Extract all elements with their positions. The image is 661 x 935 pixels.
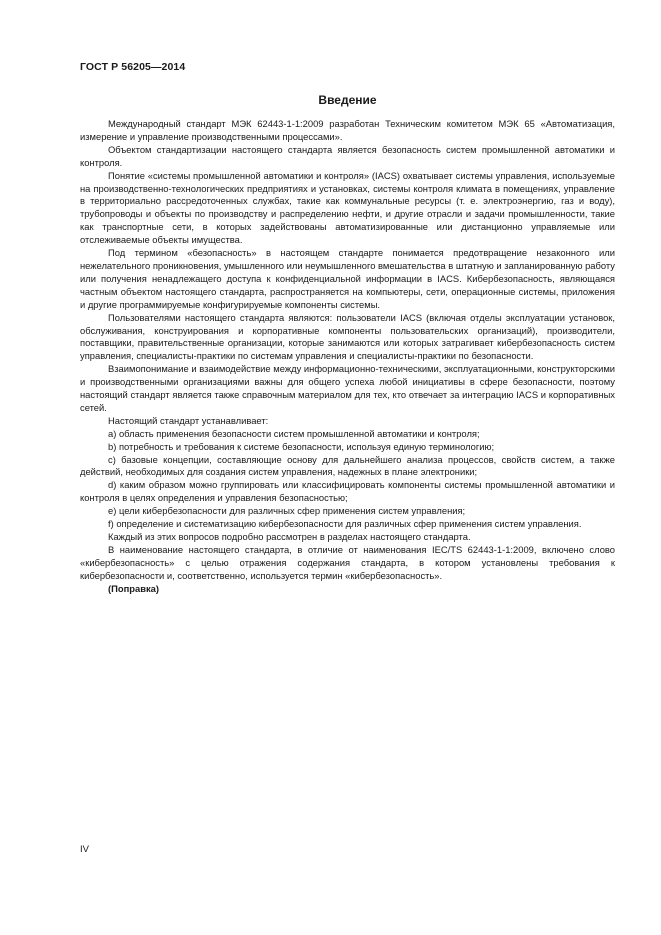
- paragraph: Международный стандарт МЭК 62443-1-1:2009 разработан Техническим комитетом МЭК 65 «Автоматизация, измерение и управление производственными процессами».: [80, 118, 615, 142]
- list-item: b) потребность и требования к системе безопасности, используя единую терминологию;: [108, 440, 495, 452]
- page-number: IV: [80, 844, 89, 855]
- list-item: f) определение и систематизацию кибербезопасности для различных сфер применения систем управления.: [108, 518, 582, 530]
- list-item: c) базовые концепции, составляющие основу для дальнейшего анализа процессов, свойств систем, а также действий, необходимых для создания систем управления, надежных в плане электроники;: [80, 453, 615, 478]
- section-title: Введение: [318, 93, 377, 107]
- paragraph: Объектом стандартизации настоящего стандарта является безопасность систем промышленной автоматики и контроля.: [80, 143, 615, 168]
- body-text: [80, 118, 615, 596]
- paragraph: Каждый из этих вопросов подробно рассмотрен в разделах настоящего стандарта.: [108, 531, 471, 542]
- paragraph: Под термином «безопасность» в настоящем стандарте понимается предотвращение незаконного или нежелательного проникновения, умышленного или неумышленного вмешательства в штатную и запланированную работу или получения ненадлежащего доступа к конфиденциальной информации в IACS. Кибербезопасность, являющаяся частным объектом настоящего стандарта, распространяется на компьютеры, сети, операционные системы, приложения и другие программируемые конфигурируемые компоненты системы.: [80, 247, 615, 310]
- paragraph: Настоящий стандарт устанавливает:: [108, 414, 269, 426]
- list-item: a) область применения безопасности систем промышленной автоматики и контроля;: [108, 427, 480, 439]
- paragraph: Пользователями настоящего стандарта являются: пользователи IACS (включая отделы эксплуатации установок, обслуживания, конструирования и корпоративные компоненты пользовательских организаций), производители, поставщики, правительственные организации, которые занимаются или которых затрагивает кибербезопасность систем управления, специалисты-практики по системам управления и специалисты-практики по безопасности.: [80, 311, 615, 362]
- paragraph: Взаимопонимание и взаимодействие между информационно-техническими, эксплуатационными, конструкторскими и производственными организациями важны для общего успеха любой инициативы в сфере безопасности, поэтому настоящий стандарт является также справочным материалом для тех, кто отвечает за интеграцию IACS и корпоративных сетей.: [80, 363, 615, 413]
- amendment-note: (Поправка): [108, 582, 159, 594]
- document-code: ГОСТ Р 56205—2014: [80, 61, 186, 73]
- paragraph: В наименование настоящего стандарта, в отличие от наименования IEC/TS 62443-1-1:2009, включено слово «кибербезопасность» с целью отражения содержания стандарта, в котором установлены требования к кибербезопасности и, соответственно, используется термин «кибербезопасность».: [80, 543, 615, 581]
- list-item: d) каким образом можно группировать или классифицировать компоненты системы промышленной автоматики и контроля в целях определения и управления безопасностью;: [80, 479, 615, 504]
- list-item: e) цели кибербезопасности для различных сфер применения систем управления;: [108, 505, 466, 517]
- paragraph: Понятие «системы промышленной автоматики и контроля» (IACS) охватывает системы управления, используемые на производственно-технологических предприятиях и установках, системы контроля климата в помещениях, управление в территориально рассредоточенных службах, такие как коммунальные ресурсы (т. е. электроэнергию, газ и воду), трубопроводы и объекты по производству и распределению нефти, и другие отрасли и задачи промышленности, такие как транспортные сети, в которых задействованы автоматизированные или дистанционно управляемые или отслеживаемые объекты имущества.: [80, 169, 615, 246]
